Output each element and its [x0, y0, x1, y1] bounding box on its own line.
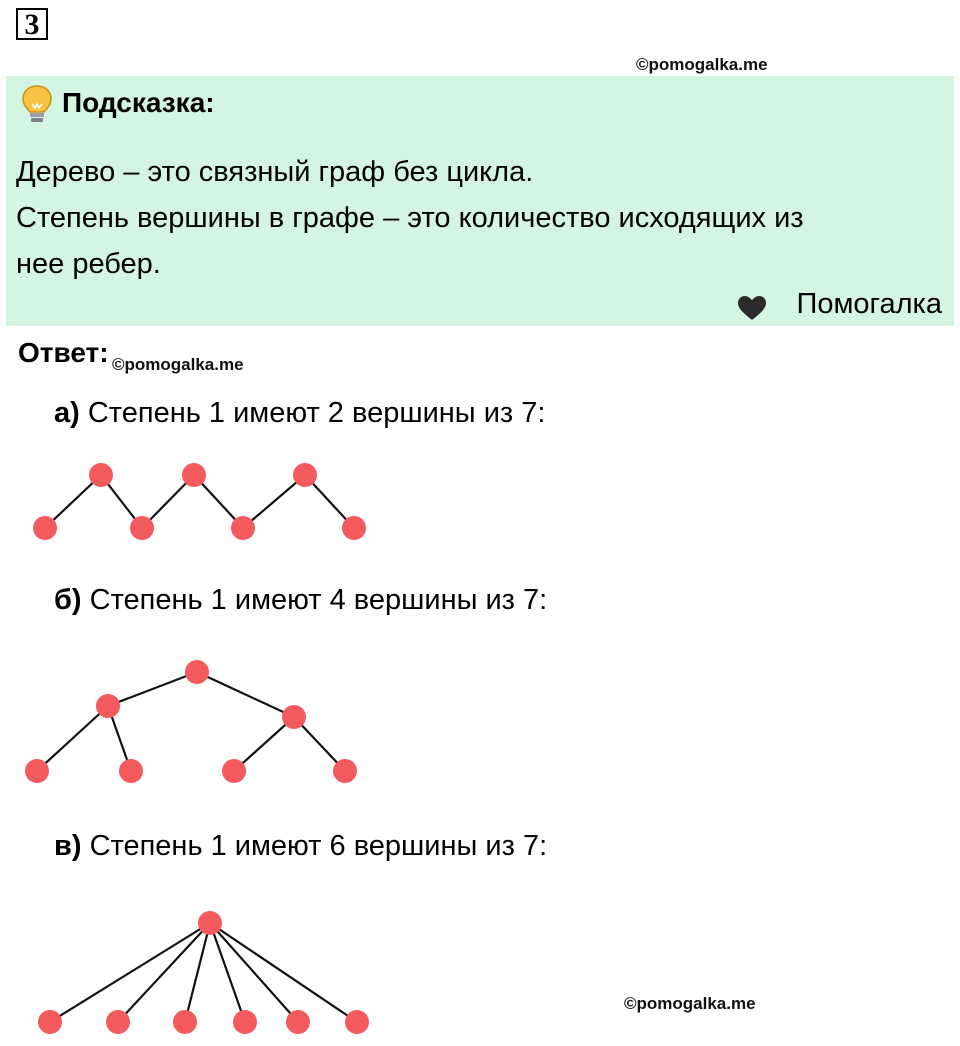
answer-item-b	[54, 583, 547, 617]
item-label: б)	[54, 584, 82, 616]
vertex	[286, 1010, 310, 1034]
edge	[234, 717, 294, 771]
answer-item-a	[54, 396, 545, 430]
vertex	[185, 660, 209, 684]
vertex	[342, 516, 366, 540]
hint-title: Подсказка:	[62, 87, 215, 118]
vertex	[130, 516, 154, 540]
hint-definition-degree-cont: нее ребер.	[16, 248, 161, 280]
watermark: ©pomogalka.me	[624, 994, 756, 1013]
vertex	[282, 705, 306, 729]
vertex	[293, 463, 317, 487]
vertex	[33, 516, 57, 540]
vertex	[25, 759, 49, 783]
graph-a	[0, 455, 400, 555]
item-label: в)	[54, 830, 82, 862]
answer-item-c	[54, 829, 547, 863]
watermark: ©pomogalka.me	[112, 355, 244, 374]
vertex	[89, 463, 113, 487]
answer-title: Ответ:	[18, 337, 109, 368]
vertex	[198, 911, 222, 935]
item-text: Степень 1 имеют 4 вершины из 7:	[89, 584, 548, 616]
vertex	[231, 516, 255, 540]
hint-definition-degree: Степень вершины в графе – это количество исходящих из	[16, 202, 804, 234]
edge	[197, 672, 294, 717]
graph-c	[0, 900, 400, 1040]
edge	[243, 475, 305, 528]
vertex	[345, 1010, 369, 1034]
vertex	[38, 1010, 62, 1034]
watermark: ©pomogalka.me	[636, 55, 768, 74]
edge	[108, 672, 197, 706]
graph-b	[0, 650, 400, 800]
hint-definition-tree: Дерево – это связный граф без цикла.	[16, 156, 534, 188]
lightbulb-icon	[20, 84, 54, 124]
item-text: Степень 1 имеют 2 вершины из 7:	[87, 397, 546, 429]
vertex	[96, 694, 120, 718]
item-text: Степень 1 имеют 6 вершины из 7:	[89, 830, 548, 862]
vertex	[233, 1010, 257, 1034]
vertex	[119, 759, 143, 783]
vertex	[333, 759, 357, 783]
brand-name: Помогалка	[796, 288, 942, 320]
vertex	[173, 1010, 197, 1034]
heart-icon	[736, 294, 768, 322]
edge	[210, 923, 245, 1022]
task-number: 3	[16, 8, 48, 40]
item-label: а)	[54, 397, 80, 429]
edge	[50, 923, 210, 1022]
vertex	[106, 1010, 130, 1034]
edge	[37, 706, 108, 771]
vertex	[222, 759, 246, 783]
vertex	[182, 463, 206, 487]
